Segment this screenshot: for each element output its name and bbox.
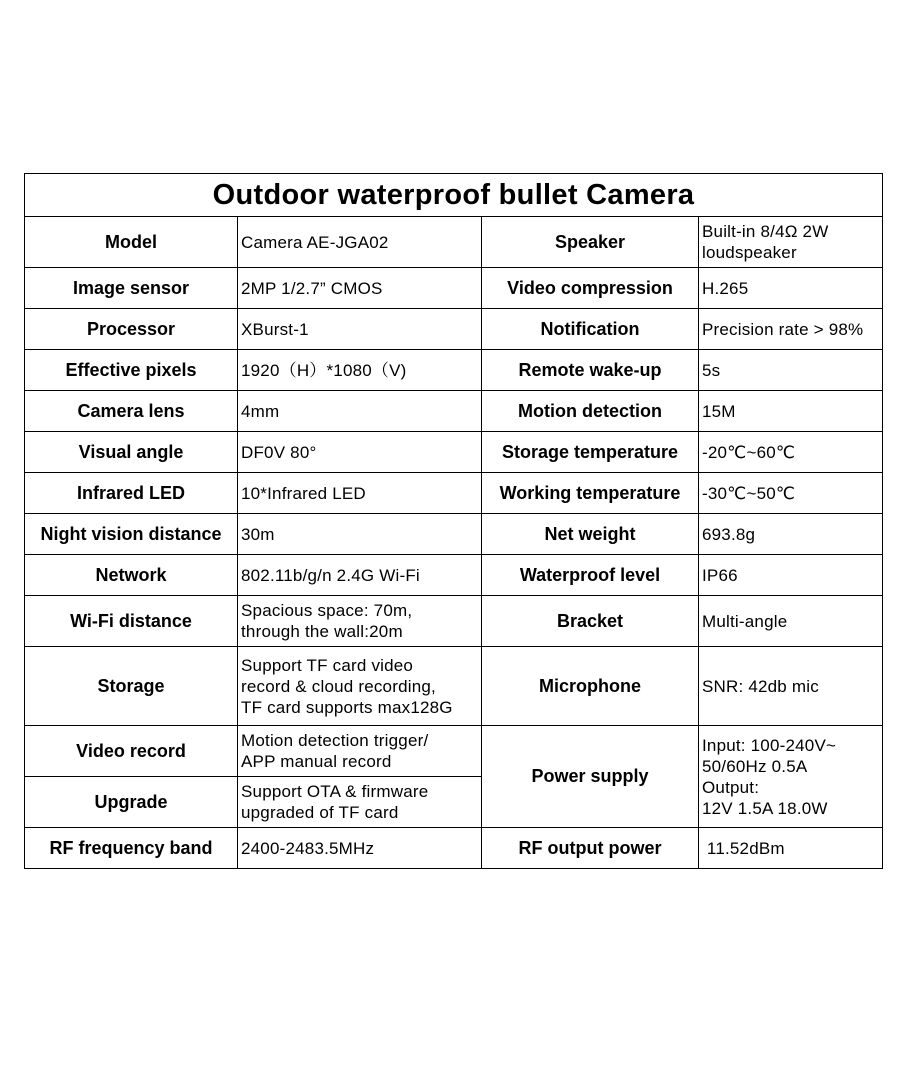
spec-label: Storage: [25, 647, 238, 726]
spec-label: Effective pixels: [25, 350, 238, 391]
spec-table: [24, 173, 883, 869]
spec-value: XBurst-1: [238, 309, 482, 350]
spec-value: Multi-angle: [699, 596, 883, 647]
spec-value: [238, 777, 482, 828]
title-row: [25, 174, 883, 217]
spec-value: 5s: [699, 350, 883, 391]
spec-label: Model: [25, 217, 238, 268]
value-line: Built-in 8/4Ω 2W: [702, 222, 829, 241]
spec-label: Network: [25, 555, 238, 596]
value-line: Output:: [702, 777, 760, 797]
spec-value: SNR: 42db mic: [699, 647, 883, 726]
spec-value: 693.8g: [699, 514, 883, 555]
spec-value: 4mm: [238, 391, 482, 432]
spec-value: 2400-2483.5MHz: [238, 828, 482, 869]
value-line: Spacious space: 70m,: [241, 601, 413, 620]
spec-label: Storage temperature: [482, 432, 699, 473]
table-row: [25, 596, 883, 647]
table-row: [25, 514, 883, 555]
spec-value: 10*Infrared LED: [238, 473, 482, 514]
spec-value: 11.52dBm: [699, 828, 883, 869]
value-line: Motion detection trigger/: [241, 731, 429, 750]
value-line: record & cloud recording,: [241, 676, 436, 696]
spec-value: Camera AE-JGA02: [238, 217, 482, 268]
table-row: [25, 473, 883, 514]
spec-value: 1920（H）*1080（V): [238, 350, 482, 391]
spec-label: Video record: [25, 726, 238, 777]
spec-label: RF output power: [482, 828, 699, 869]
spec-label: Bracket: [482, 596, 699, 647]
table-row: [25, 432, 883, 473]
spec-label: Camera lens: [25, 391, 238, 432]
spec-label: Processor: [25, 309, 238, 350]
spec-value: Precision rate > 98%: [699, 309, 883, 350]
spec-label: Night vision distance: [25, 514, 238, 555]
spec-value: -20℃~60℃: [699, 432, 883, 473]
spec-value: [238, 596, 482, 647]
spec-value: [699, 726, 883, 828]
spec-value: [238, 647, 482, 726]
spec-label: Speaker: [482, 217, 699, 268]
table-row: [25, 391, 883, 432]
table-row: [25, 217, 883, 268]
table-row: [25, 726, 883, 777]
value-line: TF card supports max128G: [241, 697, 453, 717]
spec-label: Power supply: [482, 726, 699, 828]
spec-value: -30℃~50℃: [699, 473, 883, 514]
spec-label: Working temperature: [482, 473, 699, 514]
spec-value: [699, 217, 883, 268]
spec-value: 802.11b/g/n 2.4G Wi-Fi: [238, 555, 482, 596]
spec-label: Motion detection: [482, 391, 699, 432]
spec-label: Net weight: [482, 514, 699, 555]
table-row: [25, 309, 883, 350]
spec-label: Image sensor: [25, 268, 238, 309]
value-line: loudspeaker: [702, 243, 797, 262]
table-title: Outdoor waterproof bullet Camera: [25, 174, 883, 217]
spec-value: IP66: [699, 555, 883, 596]
spec-value: DF0V 80°: [238, 432, 482, 473]
table-row: [25, 647, 883, 726]
spec-label: Video compression: [482, 268, 699, 309]
spec-value: [238, 726, 482, 777]
value-line: APP manual record: [241, 752, 392, 771]
value-line: upgraded of TF card: [241, 803, 399, 822]
table-row: [25, 555, 883, 596]
spec-label: Remote wake-up: [482, 350, 699, 391]
table-row: [25, 268, 883, 309]
spec-label: Visual angle: [25, 432, 238, 473]
value-line: Support TF card video: [241, 655, 414, 675]
spec-value: 15M: [699, 391, 883, 432]
spec-value: 2MP 1/2.7” CMOS: [238, 268, 482, 309]
spec-value: 30m: [238, 514, 482, 555]
spec-label: Wi-Fi distance: [25, 596, 238, 647]
table-row: [25, 350, 883, 391]
value-line: through the wall:20m: [241, 622, 403, 641]
spec-label: Microphone: [482, 647, 699, 726]
spec-value: H.265: [699, 268, 883, 309]
spec-label: Notification: [482, 309, 699, 350]
table-row: [25, 828, 883, 869]
spec-label: Infrared LED: [25, 473, 238, 514]
value-line: 12V 1.5A 18.0W: [702, 798, 828, 818]
spec-label: Upgrade: [25, 777, 238, 828]
value-line: 50/60Hz 0.5A: [702, 756, 808, 776]
value-line: Input: 100-240V~: [702, 735, 837, 755]
spec-label: Waterproof level: [482, 555, 699, 596]
spec-label: RF frequency band: [25, 828, 238, 869]
value-line: Support OTA & firmware: [241, 782, 429, 801]
